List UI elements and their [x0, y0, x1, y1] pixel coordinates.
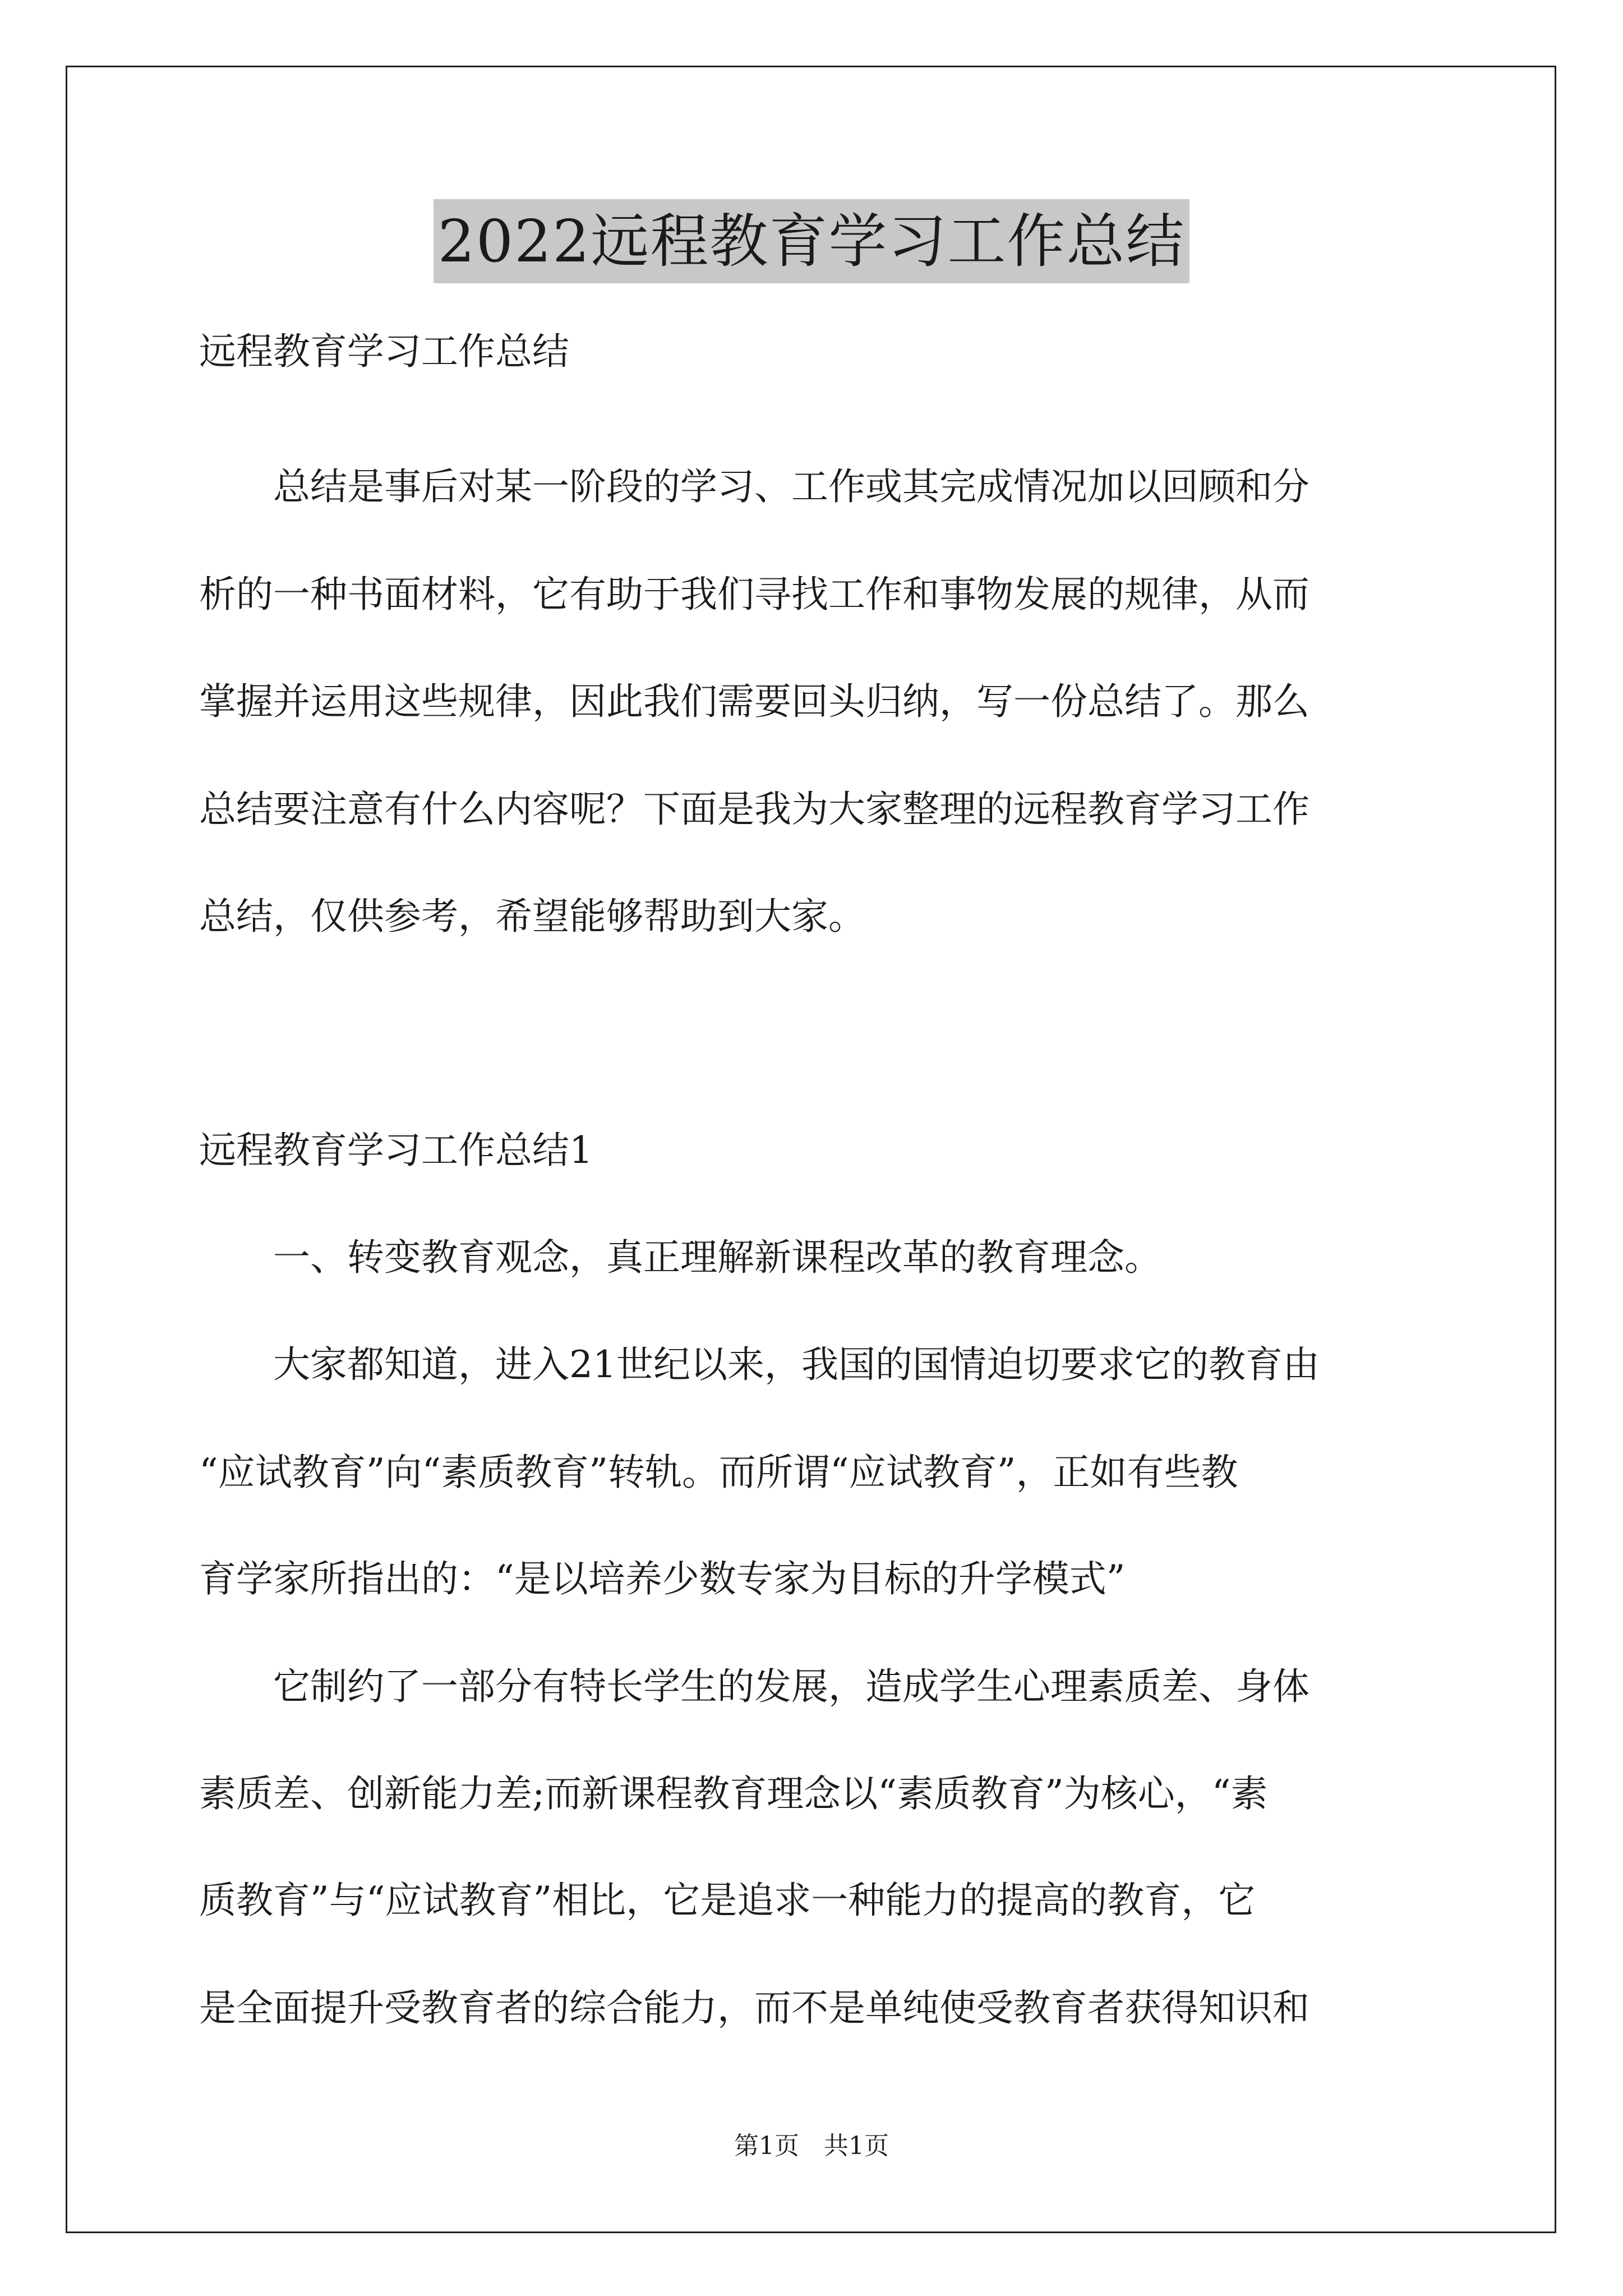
- paragraph-line: “应试教育”向“素质教育”转轨。而所谓“应试教育”，正如有些教: [199, 1451, 1238, 1494]
- paragraph-line: 大家都知道，进入21世纪以来，我国的国情迫切要求它的教育由: [199, 1343, 1320, 1386]
- paragraph-line: 育学家所指出的：“是以培养少数专家为目标的升学模式”: [199, 1557, 1126, 1600]
- paragraph-line: 总结要注意有什么内容呢？下面是我为大家整理的远程教育学习工作: [199, 788, 1310, 831]
- paragraph-line: 总结，仅供参考，希望能够帮助到大家。: [199, 895, 865, 938]
- paragraph-line: 掌握并运用这些规律，因此我们需要回头归纳，写一份总结了。那么: [199, 680, 1310, 723]
- paragraph-line: 析的一种书面材料，它有助于我们寻找工作和事物发展的规律，从而: [199, 573, 1310, 616]
- paragraph-line: 总结是事后对某一阶段的学习、工作或其完成情况加以回顾和分: [199, 465, 1310, 508]
- paragraph-line: 它制约了一部分有特长学生的发展，造成学生心理素质差、身体: [199, 1665, 1310, 1708]
- document-title: 2022远程教育学习工作总结: [434, 199, 1190, 283]
- section-heading: 远程教育学习工作总结: [199, 330, 569, 373]
- paragraph-line: 是全面提升受教育者的综合能力，而不是单纯使受教育者获得知识和: [199, 1986, 1310, 2030]
- title-container: [0, 199, 1623, 283]
- paragraph-line: 一、转变教育观念，真正理解新课程改革的教育理念。: [199, 1236, 1161, 1279]
- page-footer: 第1页 共1页: [734, 2132, 889, 2160]
- section-heading: 远程教育学习工作总结1: [199, 1129, 593, 1172]
- paragraph-line: 素质差、创新能力差;而新课程教育理念以“素质教育”为核心，“素: [199, 1772, 1268, 1815]
- paragraph-line: 质教育”与“应试教育”相比，它是追求一种能力的提高的教育，它: [199, 1879, 1256, 1922]
